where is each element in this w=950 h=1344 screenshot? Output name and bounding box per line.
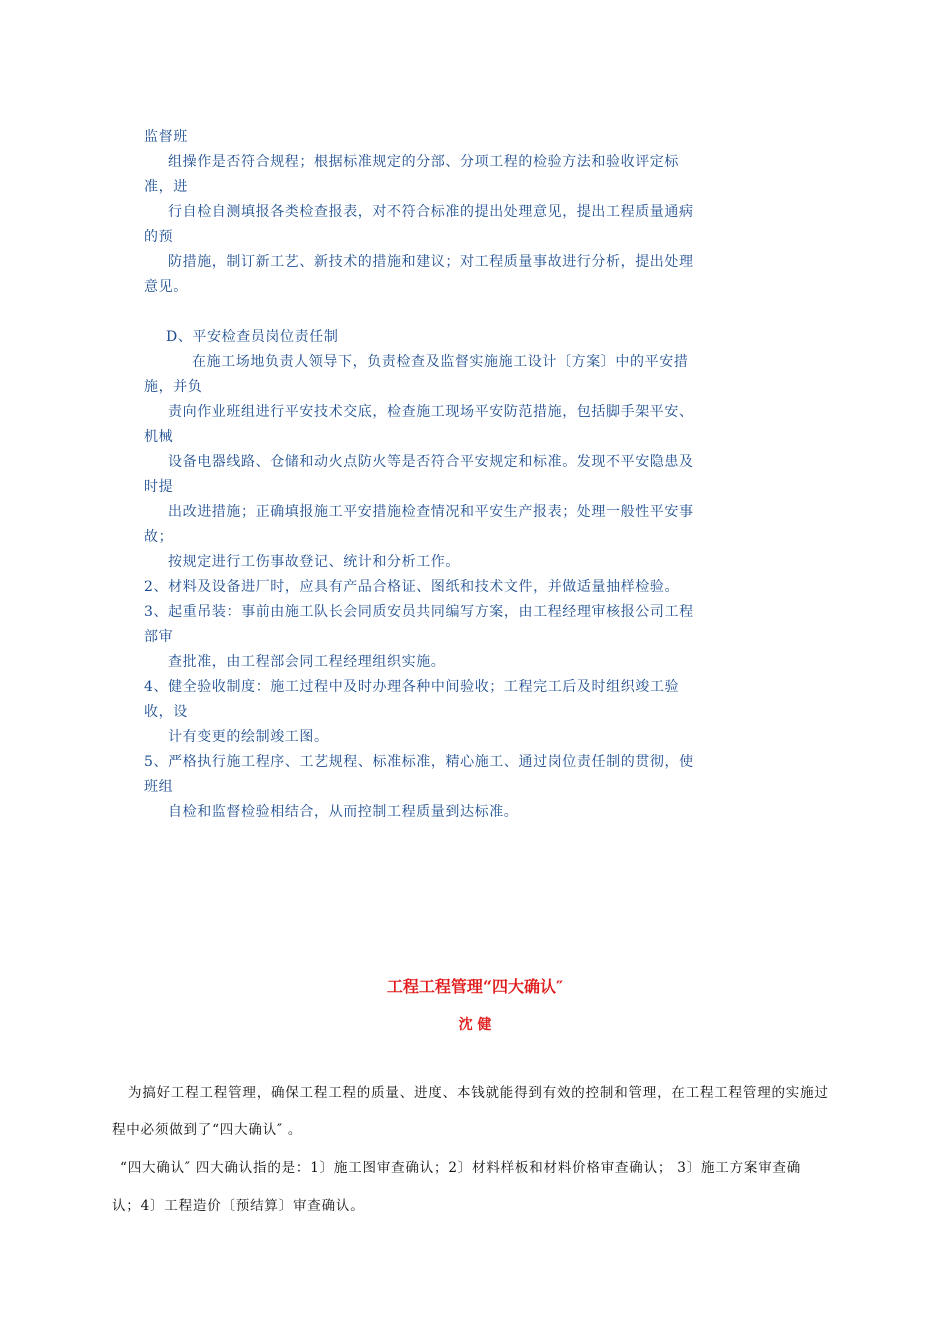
section-heading: D、平安检查员岗位责任制	[166, 329, 339, 345]
text-line: 在施工场地负责人领导下，负责检查及监督实施施工设计〔方案〕中的平安措	[192, 354, 689, 370]
body-line: 为搞好工程工程管理，确保工程工程的质量、进度、本钱就能得到有效的控制和管理，在工程工程管理的实施过	[128, 1085, 829, 1101]
text-line: 2、材料及设备进厂时，应具有产品合格证、图纸和技术文件，并做适量抽样检验。	[144, 579, 680, 595]
text-line: 收，设	[144, 704, 188, 720]
body-line: “四大确认″ 四大确认指的是：1〕施工图审查确认；2〕材料样板和材料价格审查确认； 3〕施工方案审查确	[120, 1160, 802, 1176]
text-line: 设备电器线路、仓储和动火点防火等是否符合平安规定和标准。发现不平安隐患及	[168, 454, 694, 470]
text-line: 组操作是否符合规程；根据标准规定的分部、分项工程的检验方法和验收评定标	[168, 154, 679, 170]
text-line: 意见。	[144, 279, 188, 295]
text-line: 监督班	[144, 129, 188, 145]
text-line: 班组	[144, 779, 174, 795]
text-line: 计有变更的绘制竣工图。	[168, 729, 329, 745]
text-line: 准，进	[144, 179, 188, 195]
text-line: 故；	[144, 529, 174, 545]
text-line: 查批准，由工程部会同工程经理组织实施。	[168, 654, 446, 670]
text-line: 施，并负	[144, 379, 203, 395]
text-line: 机械	[144, 429, 174, 445]
text-line: 4、健全验收制度：施工过程中及时办理各种中间验收；工程完工后及时组织竣工验	[144, 679, 680, 695]
body-line: 认；4〕工程造价〔预结算〕审查确认。	[112, 1198, 365, 1214]
text-line: 防措施，制订新工艺、新技术的措施和建议；对工程质量事故进行分析，提出处理	[168, 254, 694, 270]
text-line: 自检和监督检验相结合，从而控制工程质量到达标准。	[168, 804, 519, 820]
author-name: 沈 健	[458, 1017, 492, 1033]
text-line: 的预	[144, 229, 174, 245]
text-line: 行自检自测填报各类检查报表，对不符合标准的提出处理意见，提出工程质量通病	[168, 204, 694, 220]
text-line: 按规定进行工伤事故登记、统计和分析工作。	[168, 554, 460, 570]
text-line: 5、严格执行施工程序、工艺规程、标准标准，精心施工、通过岗位责任制的贯彻，使	[144, 754, 694, 770]
text-line: 出改进措施；正确填报施工平安措施检查情况和平安生产报表；处理一般性平安事	[168, 504, 694, 520]
text-line: 时提	[144, 479, 174, 495]
text-line: 3、起重吊装：事前由施工队长会同质安员共同编写方案，由工程经理审核报公司工程	[144, 604, 694, 620]
text-line: 责向作业班组进行平安技术交底，检查施工现场平安防范措施，包括脚手架平安、	[168, 404, 694, 420]
section-title: 工程工程管理“四大确认″	[386, 977, 564, 996]
body-line: 程中必须做到了“四大确认″ 。	[112, 1122, 303, 1138]
text-line: 部审	[144, 629, 174, 645]
